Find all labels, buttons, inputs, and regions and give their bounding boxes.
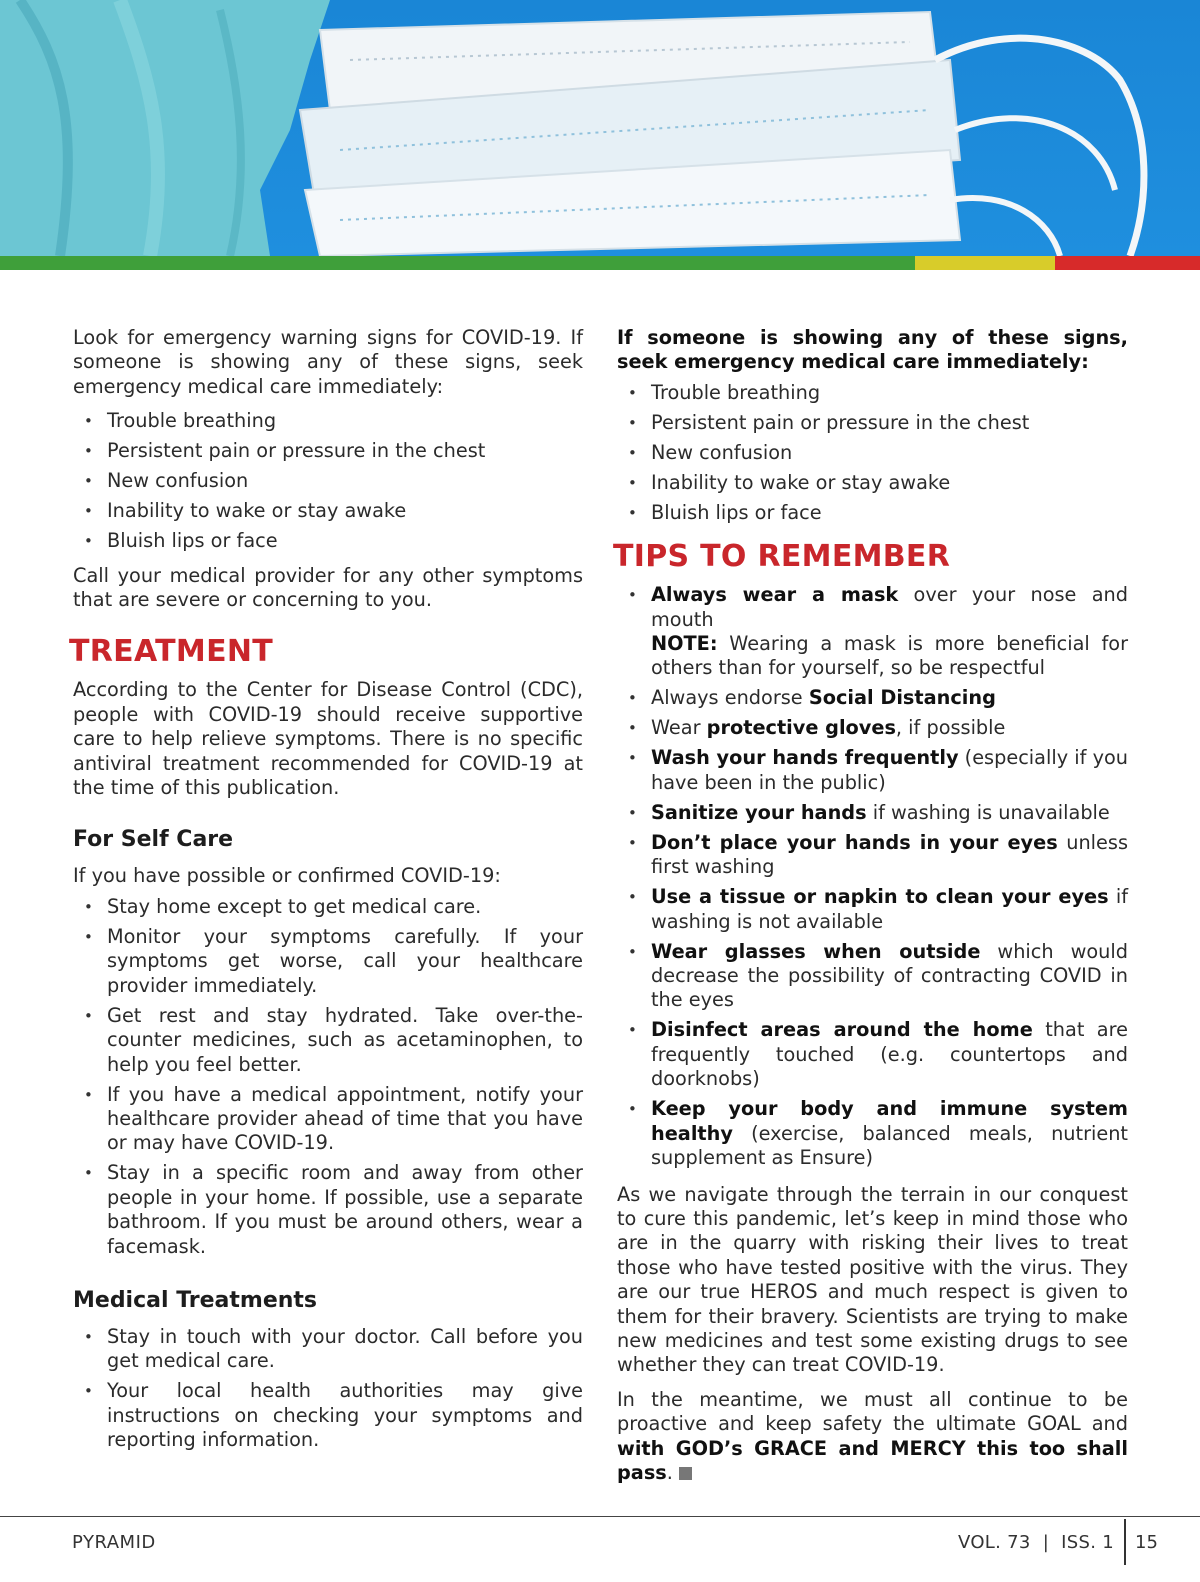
list-item: • New confusion [628, 440, 793, 464]
tip-item: • Disinfect areas around the home that are frequently touched (e.g. countertops and doorknobs) [628, 1018, 1128, 1091]
warning-signs-list [617, 381, 1128, 525]
treatment-paragraph: According to the Center for Disease Control (CDC), people with COVID-19 should receive supportive care to help relieve symptoms. There is no specific antiviral treatment recommended for COVID-19 at the time of this publication. [73, 678, 583, 800]
masks-and-gloves-illustration [0, 0, 1200, 256]
bullet-icon: • [628, 888, 637, 907]
list-item: • Get rest and stay hydrated. Take over-the-counter medicines, such as acetaminophen, to help you feel better. [84, 1003, 583, 1076]
bullet-icon: • [628, 1100, 637, 1119]
bullet-icon: • [84, 1327, 93, 1346]
bullet-icon: • [84, 502, 93, 521]
header-photo [0, 0, 1200, 256]
list-item: • Persistent pain or pressure in the chest [628, 410, 1030, 434]
list-item: • Trouble breathing [84, 409, 277, 433]
stripe-yellow [915, 256, 1055, 270]
issue-info: VOL. 73 | ISS. 1 [958, 1532, 1114, 1553]
medical-treatments-heading: Medical Treatments [73, 1287, 318, 1313]
list-item: • Inability to wake or stay awake [628, 470, 951, 494]
bullet-icon: • [628, 719, 637, 738]
emergency-intro: If someone is showing any of these signs, seek emergency medical care immediately: [617, 326, 1128, 374]
list-item: • Bluish lips or face [84, 529, 278, 553]
tips-heading: TIPS TO REMEMBER [613, 539, 951, 575]
treatment-heading: TREATMENT [69, 634, 274, 670]
right-column [613, 326, 1128, 1495]
bullet-icon: • [628, 749, 637, 768]
bullet-icon: • [84, 442, 93, 461]
list-item: • Persistent pain or pressure in the chest [84, 439, 486, 463]
list-item: • Stay in a specific room and away from other people in your home. If possible, use a separate bathroom. If you must be around others, wear a facemask. [84, 1161, 583, 1258]
tip-item: • Use a tissue or napkin to clean your eyes if washing is not available [628, 885, 1128, 933]
tip-item: • Always endorse Social Distancing [628, 686, 996, 710]
warning-signs-list [73, 409, 583, 553]
color-stripe [0, 256, 1200, 270]
tips-list [617, 583, 1128, 1170]
list-item: • Monitor your symptoms carefully. If your symptoms get worse, call your healthcare provider immediately. [84, 924, 583, 997]
tip-item: • Wear glasses when outside which would decrease the possibility of contracting COVID in the eyes [628, 939, 1128, 1012]
tip-item: • Keep your body and immune system healthy (exercise, balanced meals, nutrient supplement as Ensure) [628, 1097, 1128, 1170]
bullet-icon: • [628, 413, 637, 432]
bullet-icon: • [84, 532, 93, 551]
bullet-icon: • [84, 897, 93, 916]
stripe-red [1055, 256, 1200, 270]
end-mark-icon [679, 1467, 692, 1480]
bullet-icon: • [628, 586, 637, 605]
list-item: • If you have a medical appointment, notify your healthcare provider ahead of time that you have or may have COVID-19. [84, 1082, 583, 1155]
list-item: • Trouble breathing [628, 380, 821, 404]
self-care-intro: If you have possible or confirmed COVID-19: [73, 864, 501, 888]
self-care-list [73, 895, 583, 1259]
bullet-icon: • [628, 803, 637, 822]
bullet-icon: • [628, 1021, 637, 1040]
bullet-icon: • [628, 443, 637, 462]
tip-item: • Don’t place your hands in your eyes unless first washing [628, 830, 1128, 879]
list-item: • Inability to wake or stay awake [84, 499, 407, 523]
tip-item: • Wear protective gloves, if possible [628, 716, 1006, 740]
footer-divider [1124, 1519, 1126, 1565]
bullet-icon: • [628, 503, 637, 522]
bullet-icon: • [84, 1006, 93, 1025]
bullet-icon: • [84, 1164, 93, 1183]
bullet-icon: • [84, 472, 93, 491]
tip-item: • Always wear a mask over your nose and mouth NOTE: Wearing a mask is more beneficial for others than for yourself, so be respectful [628, 583, 1128, 680]
self-care-heading: For Self Care [73, 827, 234, 853]
call-provider-paragraph: Call your medical provider for any other symptoms that are severe or concerning to you. [73, 563, 583, 612]
bullet-icon: • [628, 833, 637, 852]
closing-paragraph-final: In the meantime, we must all continue to be proactive and keep safety the ultimate GOAL and with GOD’s GRACE and MERCY this too shall pass. [617, 1387, 1128, 1484]
list-item: • New confusion [84, 469, 249, 493]
list-item: • Stay home except to get medical care. [84, 894, 482, 918]
bullet-icon: • [628, 689, 637, 708]
stripe-green [0, 256, 915, 270]
closing-paragraph: As we navigate through the terrain in our conquest to cure this pandemic, let’s keep in mind those who are in the quarry with risking their lives to treat those who have tested positive with the virus. They are our true HEROS and much respect is given to them for their bravery. Scientists are trying to make new medicines and test some existing drugs to see whether they can treat COVID-19. [617, 1182, 1128, 1377]
bullet-icon: • [84, 1085, 93, 1104]
bullet-icon: • [628, 942, 637, 961]
tip-item: • Sanitize your hands if washing is unavailable [628, 800, 1110, 824]
left-column [69, 326, 583, 1463]
bullet-icon: • [84, 927, 93, 946]
bullet-icon: • [84, 412, 93, 431]
list-item: • Your local health authorities may give instructions on checking your symptoms and reporting information. [84, 1379, 583, 1452]
intro-paragraph: Look for emergency warning signs for COVID-19. If someone is showing any of these signs, seek emergency medical care immediately: [73, 326, 583, 398]
publication-name: PYRAMID [72, 1532, 156, 1553]
page-number: 15 [1135, 1532, 1158, 1553]
list-item: • Stay in touch with your doctor. Call before you get medical care. [84, 1324, 583, 1373]
bullet-icon: • [628, 473, 637, 492]
list-item: • Bluish lips or face [628, 500, 822, 524]
bullet-icon: • [628, 383, 637, 402]
footer-rule [0, 1516, 1200, 1517]
bullet-icon: • [84, 1382, 93, 1401]
medical-treatments-list [73, 1325, 583, 1453]
tip-item: • Wash your hands frequently (especially if you have been in the public) [628, 746, 1128, 794]
